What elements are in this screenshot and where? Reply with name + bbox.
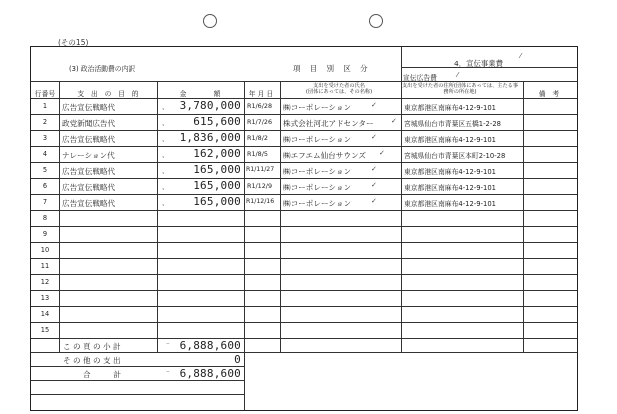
table-row-recipient: ㈱コーポレーション bbox=[283, 183, 352, 192]
table-row-address: 東京都港区南麻布4-12-9-101 bbox=[404, 200, 497, 208]
table-row-number: 8 bbox=[42, 214, 48, 222]
page-subtotal-amount: 6,888,600 bbox=[179, 339, 241, 352]
table-row-number: 14 bbox=[40, 310, 50, 318]
page-label: (その15) bbox=[58, 38, 89, 47]
table-row-purpose: 広告宣伝戦略代 bbox=[62, 135, 116, 144]
table-row-amount: 615,600 bbox=[193, 115, 241, 128]
column-header-date: 年 月 日 bbox=[248, 90, 274, 98]
other-expense-amount: 0 bbox=[234, 353, 241, 366]
check-mark-icon: ✓ bbox=[371, 133, 377, 141]
check-mark-icon: ⁻ bbox=[166, 369, 170, 377]
table-row-recipient: ㈱コーポレーション bbox=[283, 103, 352, 112]
table-row-number: 10 bbox=[40, 246, 50, 254]
table-row-amount: 1,836,000 bbox=[179, 131, 241, 144]
table-row-number: 4 bbox=[42, 150, 48, 158]
check-mark-icon: 、 bbox=[162, 151, 169, 159]
table-row-recipient: ㈱コーポレーション bbox=[283, 135, 352, 144]
table-row-address: 東京都港区南麻布4-12-9-101 bbox=[404, 104, 497, 112]
table-row-address: 宮城県仙台市青葉区五橋1-2-28 bbox=[404, 120, 501, 128]
table-row-date: R1/11/27 bbox=[246, 166, 275, 173]
column-header-address: 支出を受けた者の住所(団体にあっては、主たる事務所の所在地) bbox=[401, 83, 519, 95]
table-row-date: R1/7/26 bbox=[247, 118, 273, 126]
check-mark-icon: ✓ bbox=[371, 101, 377, 109]
table-row-purpose: 政党新聞広告代 bbox=[62, 119, 116, 128]
table-row-recipient: 株式会社河北アドセンター bbox=[283, 119, 374, 128]
table-row-address: 東京都港区南麻布4-12-9-101 bbox=[404, 184, 497, 192]
table-row-purpose: 広告宣伝戦略代 bbox=[62, 183, 116, 192]
grand-total-label: 合 計 bbox=[83, 370, 121, 379]
grand-total-amount: 6,888,600 bbox=[179, 367, 241, 380]
table-row-purpose: 広告宣伝戦略代 bbox=[62, 199, 116, 208]
check-mark-icon: ✓ bbox=[371, 197, 377, 205]
check-mark-icon: 、 bbox=[162, 199, 169, 207]
punch-hole-right-icon bbox=[369, 14, 383, 28]
check-mark-icon: ⁄ bbox=[520, 52, 522, 60]
check-mark-icon: ✓ bbox=[371, 181, 377, 189]
category-value: 4．宣伝事業費 bbox=[454, 59, 504, 68]
table-row-number: 9 bbox=[42, 230, 48, 238]
expense-table bbox=[30, 46, 578, 411]
table-row-address: 東京都港区南麻布4-12-9-101 bbox=[404, 136, 497, 144]
subcategory-value: 宣伝広告費 bbox=[403, 74, 437, 82]
table-row-number: 11 bbox=[40, 262, 50, 270]
table-row-amount: 3,780,000 bbox=[179, 99, 241, 112]
punch-hole-left-icon bbox=[203, 14, 217, 28]
table-row-purpose: 広告宣伝戦略代 bbox=[62, 167, 116, 176]
table-row-recipient: ㈱コーポレーション bbox=[283, 199, 352, 208]
table-row-recipient: ㈱エフエム仙台サウンズ bbox=[283, 151, 366, 160]
table-row-purpose: ナレーション代 bbox=[62, 151, 115, 160]
column-header-remarks: 備 考 bbox=[538, 90, 560, 98]
table-row-amount: 165,000 bbox=[193, 179, 241, 192]
table-row-recipient: ㈱コーポレーション bbox=[283, 167, 352, 176]
table-row-address: 東京都港区南麻布4-12-9-101 bbox=[404, 168, 497, 176]
table-row-number: 3 bbox=[42, 134, 48, 142]
table-row-number: 15 bbox=[40, 326, 50, 334]
check-mark-icon: 、 bbox=[162, 167, 169, 175]
section-title: (3) 政治活動費の内訳 bbox=[69, 65, 136, 73]
check-mark-icon: ⁄ bbox=[457, 71, 459, 79]
table-row-date: R1/12/16 bbox=[246, 198, 275, 205]
check-mark-icon: ✓ bbox=[391, 117, 397, 125]
column-header-recipient: 支出を受けた者の氏名 (団体にあっては、その名称) bbox=[305, 83, 373, 95]
check-mark-icon: 、 bbox=[162, 103, 169, 111]
table-row-amount: 165,000 bbox=[193, 195, 241, 208]
check-mark-icon: 、 bbox=[162, 119, 169, 127]
table-row-number: 13 bbox=[40, 294, 50, 302]
table-row-number: 7 bbox=[42, 198, 48, 206]
table-row-number: 5 bbox=[42, 166, 48, 174]
table-row-address: 宮城県仙台市青葉区本町2-10-28 bbox=[404, 152, 506, 160]
table-row-date: R1/8/5 bbox=[247, 150, 268, 158]
check-mark-icon: ⁻ bbox=[166, 341, 170, 349]
check-mark-icon: 、 bbox=[162, 183, 169, 191]
table-row-number: 6 bbox=[42, 182, 48, 190]
table-row-date: R1/12/9 bbox=[247, 182, 273, 190]
category-header: 項 目 別 区 分 bbox=[293, 64, 369, 73]
table-row-date: R1/6/28 bbox=[247, 102, 273, 110]
table-row-amount: 165,000 bbox=[193, 163, 241, 176]
table-row-number: 12 bbox=[40, 278, 50, 286]
column-header-row-no: 行番号 bbox=[34, 90, 56, 98]
table-row-purpose: 広告宣伝戦略代 bbox=[62, 103, 116, 112]
check-mark-icon: 、 bbox=[162, 135, 169, 143]
other-expense-label: そ の 他 の 支 出 bbox=[63, 356, 121, 365]
check-mark-icon: ✓ bbox=[379, 149, 385, 157]
page-subtotal-label: こ の 頁 の 小 計 bbox=[63, 342, 121, 351]
column-header-purpose: 支 出 の 目 的 bbox=[77, 90, 139, 98]
table-row-amount: 162,000 bbox=[193, 147, 241, 160]
check-mark-icon: ✓ bbox=[371, 165, 377, 173]
table-row-number: 2 bbox=[42, 118, 48, 126]
column-header-amount: 金 額 bbox=[179, 90, 221, 98]
table-row-date: R1/8/2 bbox=[247, 134, 268, 142]
table-row-number: 1 bbox=[42, 102, 48, 110]
